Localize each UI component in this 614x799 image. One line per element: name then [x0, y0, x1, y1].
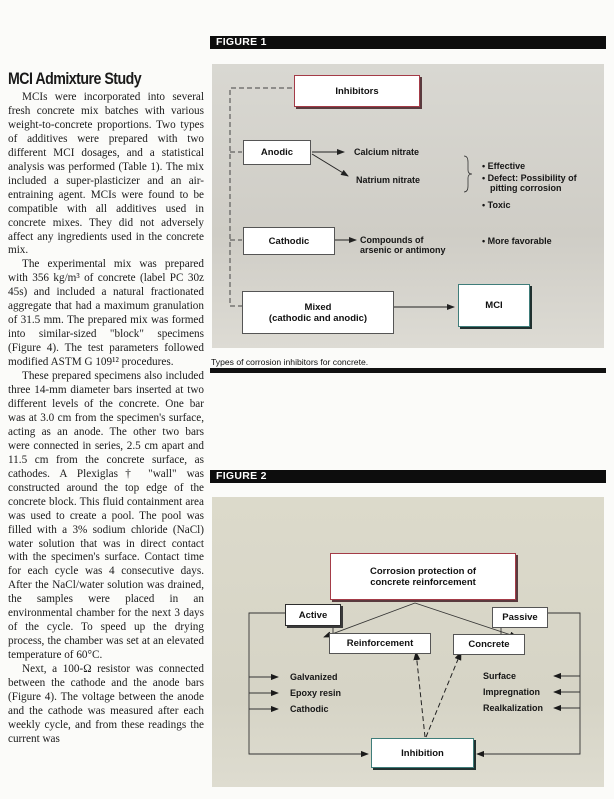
- figure-2-header: FIGURE 2: [210, 470, 606, 483]
- article-title: MCI Admixture Study: [8, 70, 142, 88]
- figure-1-caption: Types of corrosion inhibitors for concrete.: [211, 357, 369, 367]
- note-toxic: • Toxic: [482, 200, 511, 210]
- note-more-favorable: • More favorable: [482, 236, 552, 246]
- cathodic-node: Cathodic: [243, 227, 335, 255]
- figure-1-rule: [210, 368, 606, 373]
- passive-node: Passive: [492, 607, 548, 628]
- concrete-node: Concrete: [453, 634, 525, 655]
- article-column: [8, 70, 204, 747]
- method-cathodic: Cathodic: [290, 704, 329, 714]
- method-surface: Surface: [483, 671, 517, 681]
- figure-1-diagram: [212, 64, 604, 348]
- mixed-sublabel: (cathodic and anodic): [268, 312, 368, 324]
- article-paragraph: Next, a 100-Ω resistor was connected between the cathode and the anode bars (Figure 4). The voltage between the anode and the cathode was measured after each weekly cycle, and from these readings the current was: [8, 663, 204, 745]
- anodic-node: Anodic: [243, 140, 311, 165]
- mixed-label: Mixed: [304, 301, 332, 313]
- mci-node: MCI: [458, 284, 530, 327]
- active-node: Active: [285, 604, 341, 626]
- article-paragraph: The experimental mix was prepared with 356 kg/m³ of concrete (label PC 30z 45s) and included a natural fractionated aggregate that had a maximum granulation of 31.5 mm. The prepared mix was formed into similar-sized "block" specimens (Figure 4). The test parameters followed modified ASTM G 109¹² procedures.: [8, 258, 204, 369]
- method-impregnation: Impregnation: [483, 687, 541, 697]
- corrosion-protection-node: [330, 553, 516, 600]
- arsenic-label: arsenic or antimony: [360, 245, 446, 255]
- method-galvanized: Galvanized: [290, 672, 338, 682]
- figure-1-header: FIGURE 1: [210, 36, 606, 49]
- note-effective: • Effective: [482, 161, 526, 171]
- method-realkalization: Realkalization: [483, 703, 544, 713]
- method-epoxy-resin: Epoxy resin: [290, 688, 342, 698]
- note-pitting: pitting corrosion: [490, 183, 562, 193]
- root-label-line1: Corrosion protection of: [369, 565, 477, 577]
- natrium-nitrate-label: Natrium nitrate: [356, 175, 421, 185]
- inhibition-node: Inhibition: [371, 738, 474, 768]
- calcium-nitrate-label: Calcium nitrate: [354, 147, 420, 157]
- inhibitors-node: Inhibitors: [294, 75, 420, 107]
- note-defect: • Defect: Possibility of: [482, 173, 577, 183]
- compounds-label: Compounds of: [360, 235, 424, 245]
- reinforcement-node: Reinforcement: [329, 633, 431, 654]
- mixed-node: [242, 291, 394, 334]
- root-label-line2: concrete reinforcement: [370, 576, 476, 588]
- article-paragraph: MCIs were incorporated into several fresh concrete mix batches with various weight-to-concrete proportions. Two types of additives were prepared with two different MCI dosages, and a statistical analysis was performed (Table 1). The mix included a super-plasticizer and an air-entraining agent. MCIs were found to be compatible with all additives used in concrete mixes. They did not adversely affect any ingredients used in the concrete mix.: [8, 91, 204, 257]
- figure-2-diagram: [212, 497, 604, 787]
- article-paragraph: These prepared specimens also included three 14-mm diameter bars inserted at two different levels of the concrete. One bar was at 3.0 cm from the specimen's surface, acting as an anode. The other two bars were connected in series, 2.5 cm apart and 11.5 cm from the concrete surface, as cathodes. A Plexiglas† "wall" was constructed around the top edge of the concrete block. This fluid containment area was used to create a pool. The pool was filled with a 3% sodium chloride (NaCl) water solution that was in direct contact with the specimen's surface. Contact time for each cycle was 4 consecutive days. After the NaCl/water solution was drained, the samples were placed in an environmental chamber for the next 3 days of the cycle. To speed up the drying process, the chamber was set at an elevated temperature of 60°C.: [8, 370, 204, 662]
